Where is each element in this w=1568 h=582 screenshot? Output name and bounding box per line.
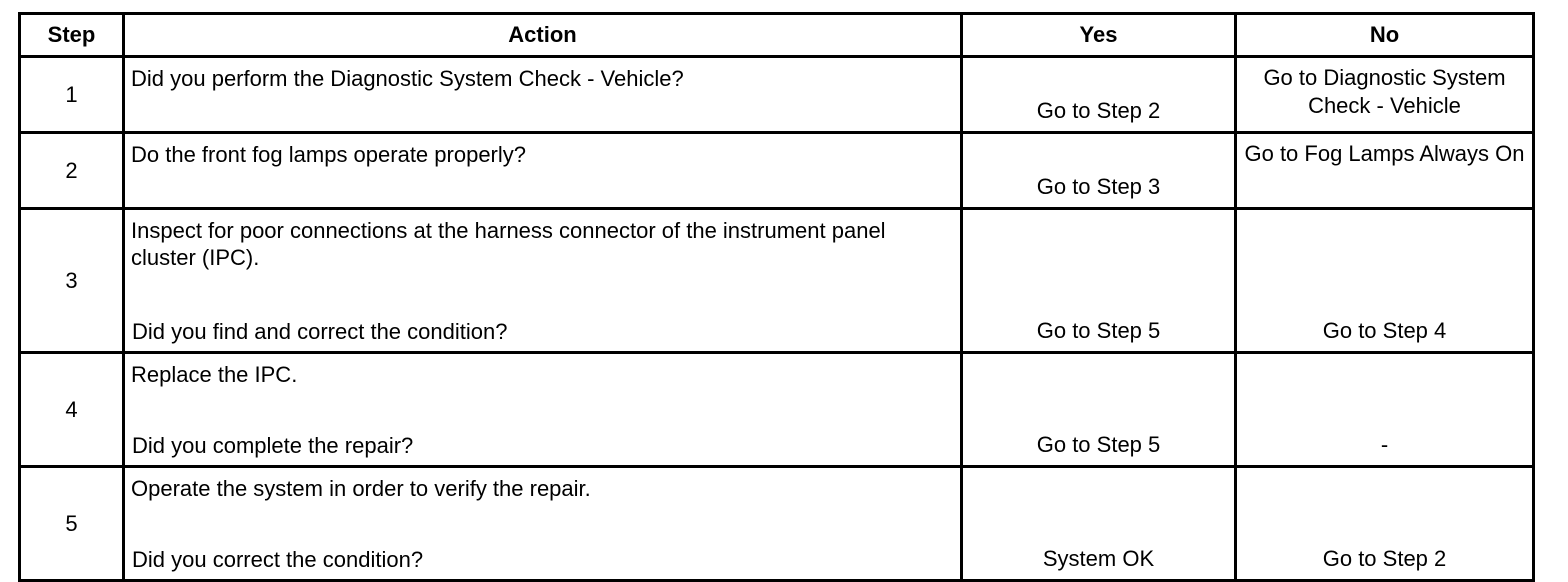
table-row xyxy=(20,467,1534,581)
table-row xyxy=(20,209,1534,353)
diagnostic-table xyxy=(18,12,1535,582)
no-result: - xyxy=(1236,353,1534,467)
no-result: Go to Step 4 xyxy=(1236,209,1534,353)
step-number: 2 xyxy=(20,133,124,209)
action-cell xyxy=(124,57,962,133)
yes-result: Go to Step 2 xyxy=(962,57,1236,133)
step-number: 3 xyxy=(20,209,124,353)
action-cell xyxy=(124,133,962,209)
table-row xyxy=(20,57,1534,133)
no-result: Go to Step 2 xyxy=(1236,467,1534,581)
action-cell xyxy=(124,209,962,353)
header-step: Step xyxy=(20,14,124,57)
table-row xyxy=(20,353,1534,467)
action-text: Replace the IPC. xyxy=(131,362,298,387)
step-number: 4 xyxy=(20,353,124,467)
yes-result: Go to Step 3 xyxy=(962,133,1236,209)
yes-result: System OK xyxy=(962,467,1236,581)
step-number: 5 xyxy=(20,467,124,581)
action-text: Inspect for poor connections at the harness connector of the instrument panel cluster (IPC). xyxy=(131,218,886,270)
step-number: 1 xyxy=(20,57,124,133)
action-question: Did you correct the condition? xyxy=(132,547,424,572)
action-text: Operate the system in order to verify the repair. xyxy=(131,476,591,501)
action-question: Did you complete the repair? xyxy=(132,433,414,458)
table-header-row xyxy=(20,14,1534,57)
action-question: Did you find and correct the condition? xyxy=(132,319,508,344)
action-text: Did you perform the Diagnostic System Check - Vehicle? xyxy=(131,66,684,91)
header-action: Action xyxy=(124,14,962,57)
yes-result: Go to Step 5 xyxy=(962,353,1236,467)
header-no: No xyxy=(1236,14,1534,57)
action-text: Do the front fog lamps operate properly? xyxy=(131,142,527,167)
action-cell xyxy=(124,467,962,581)
yes-result: Go to Step 5 xyxy=(962,209,1236,353)
no-result: Go to Fog Lamps Always On xyxy=(1236,133,1534,209)
table-row xyxy=(20,133,1534,209)
header-yes: Yes xyxy=(962,14,1236,57)
action-cell xyxy=(124,353,962,467)
no-result: Go to Diagnostic System Check - Vehicle xyxy=(1236,57,1534,133)
